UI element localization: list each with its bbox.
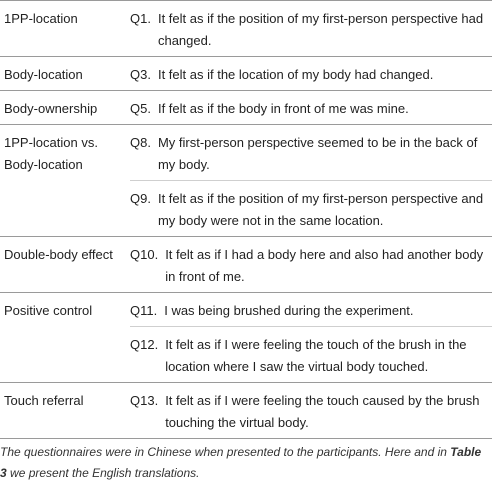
item-cell xyxy=(130,57,492,91)
item-cell xyxy=(130,327,492,383)
question-number: Q1. xyxy=(130,11,151,26)
question-number: Q12. xyxy=(130,337,159,352)
question-number: Q8. xyxy=(130,135,151,150)
question-text: It felt as if I had a body here and also had another body in front of me. xyxy=(165,247,484,284)
table-reference-link[interactable]: Table 3 xyxy=(0,445,482,480)
category-cell: Body-ownership xyxy=(0,91,130,125)
question-number: Q11. xyxy=(130,303,158,318)
item-cell xyxy=(130,91,492,125)
question-number: Q10. xyxy=(130,247,159,262)
category-cell: 1PP-location vs. Body-location xyxy=(0,125,130,237)
question-text: It felt as if the location of my body had changed. xyxy=(157,67,434,82)
item-cell xyxy=(130,293,492,327)
question-number: Q5. xyxy=(130,101,151,116)
item-cell xyxy=(130,383,492,439)
question-text: If felt as if the body in front of me was mine. xyxy=(157,101,409,116)
item-cell xyxy=(130,1,492,57)
question-text: My first-person perspective seemed to be in the back of my body. xyxy=(157,135,478,172)
table-row xyxy=(0,1,492,57)
item-cell xyxy=(130,181,492,237)
category-cell: Touch referral xyxy=(0,383,130,439)
table-row xyxy=(0,293,492,327)
item-cell xyxy=(130,237,492,293)
item-cell xyxy=(130,125,492,181)
footnote-text-end: we present the English translations. xyxy=(6,466,200,480)
category-cell: Body-location xyxy=(0,57,130,91)
question-number: Q13. xyxy=(130,393,159,408)
table-row xyxy=(0,237,492,293)
question-text: I was being brushed during the experiment. xyxy=(164,303,414,318)
table-row xyxy=(0,57,492,91)
table-row xyxy=(0,125,492,181)
question-text: It felt as if the position of my first-person perspective had changed. xyxy=(157,11,484,48)
question-text: It felt as if the position of my first-person perspective and my body were not in the same location. xyxy=(157,191,484,228)
category-cell: 1PP-location xyxy=(0,1,130,57)
category-cell: Positive control xyxy=(0,293,130,383)
question-text: It felt as if I were feeling the touch of the brush in the location where I saw the virtual body touched. xyxy=(165,337,467,374)
table-footnote xyxy=(0,442,490,484)
category-cell: Double-body effect xyxy=(0,237,130,293)
table-row xyxy=(0,91,492,125)
table-row xyxy=(0,383,492,439)
footnote-text: The questionnaires were in Chinese when presented to the participants. Here and in xyxy=(0,445,451,459)
question-number: Q9. xyxy=(130,191,151,206)
question-number: Q3. xyxy=(130,67,151,82)
question-text: It felt as if I were feeling the touch caused by the brush touching the virtual body. xyxy=(165,393,480,430)
